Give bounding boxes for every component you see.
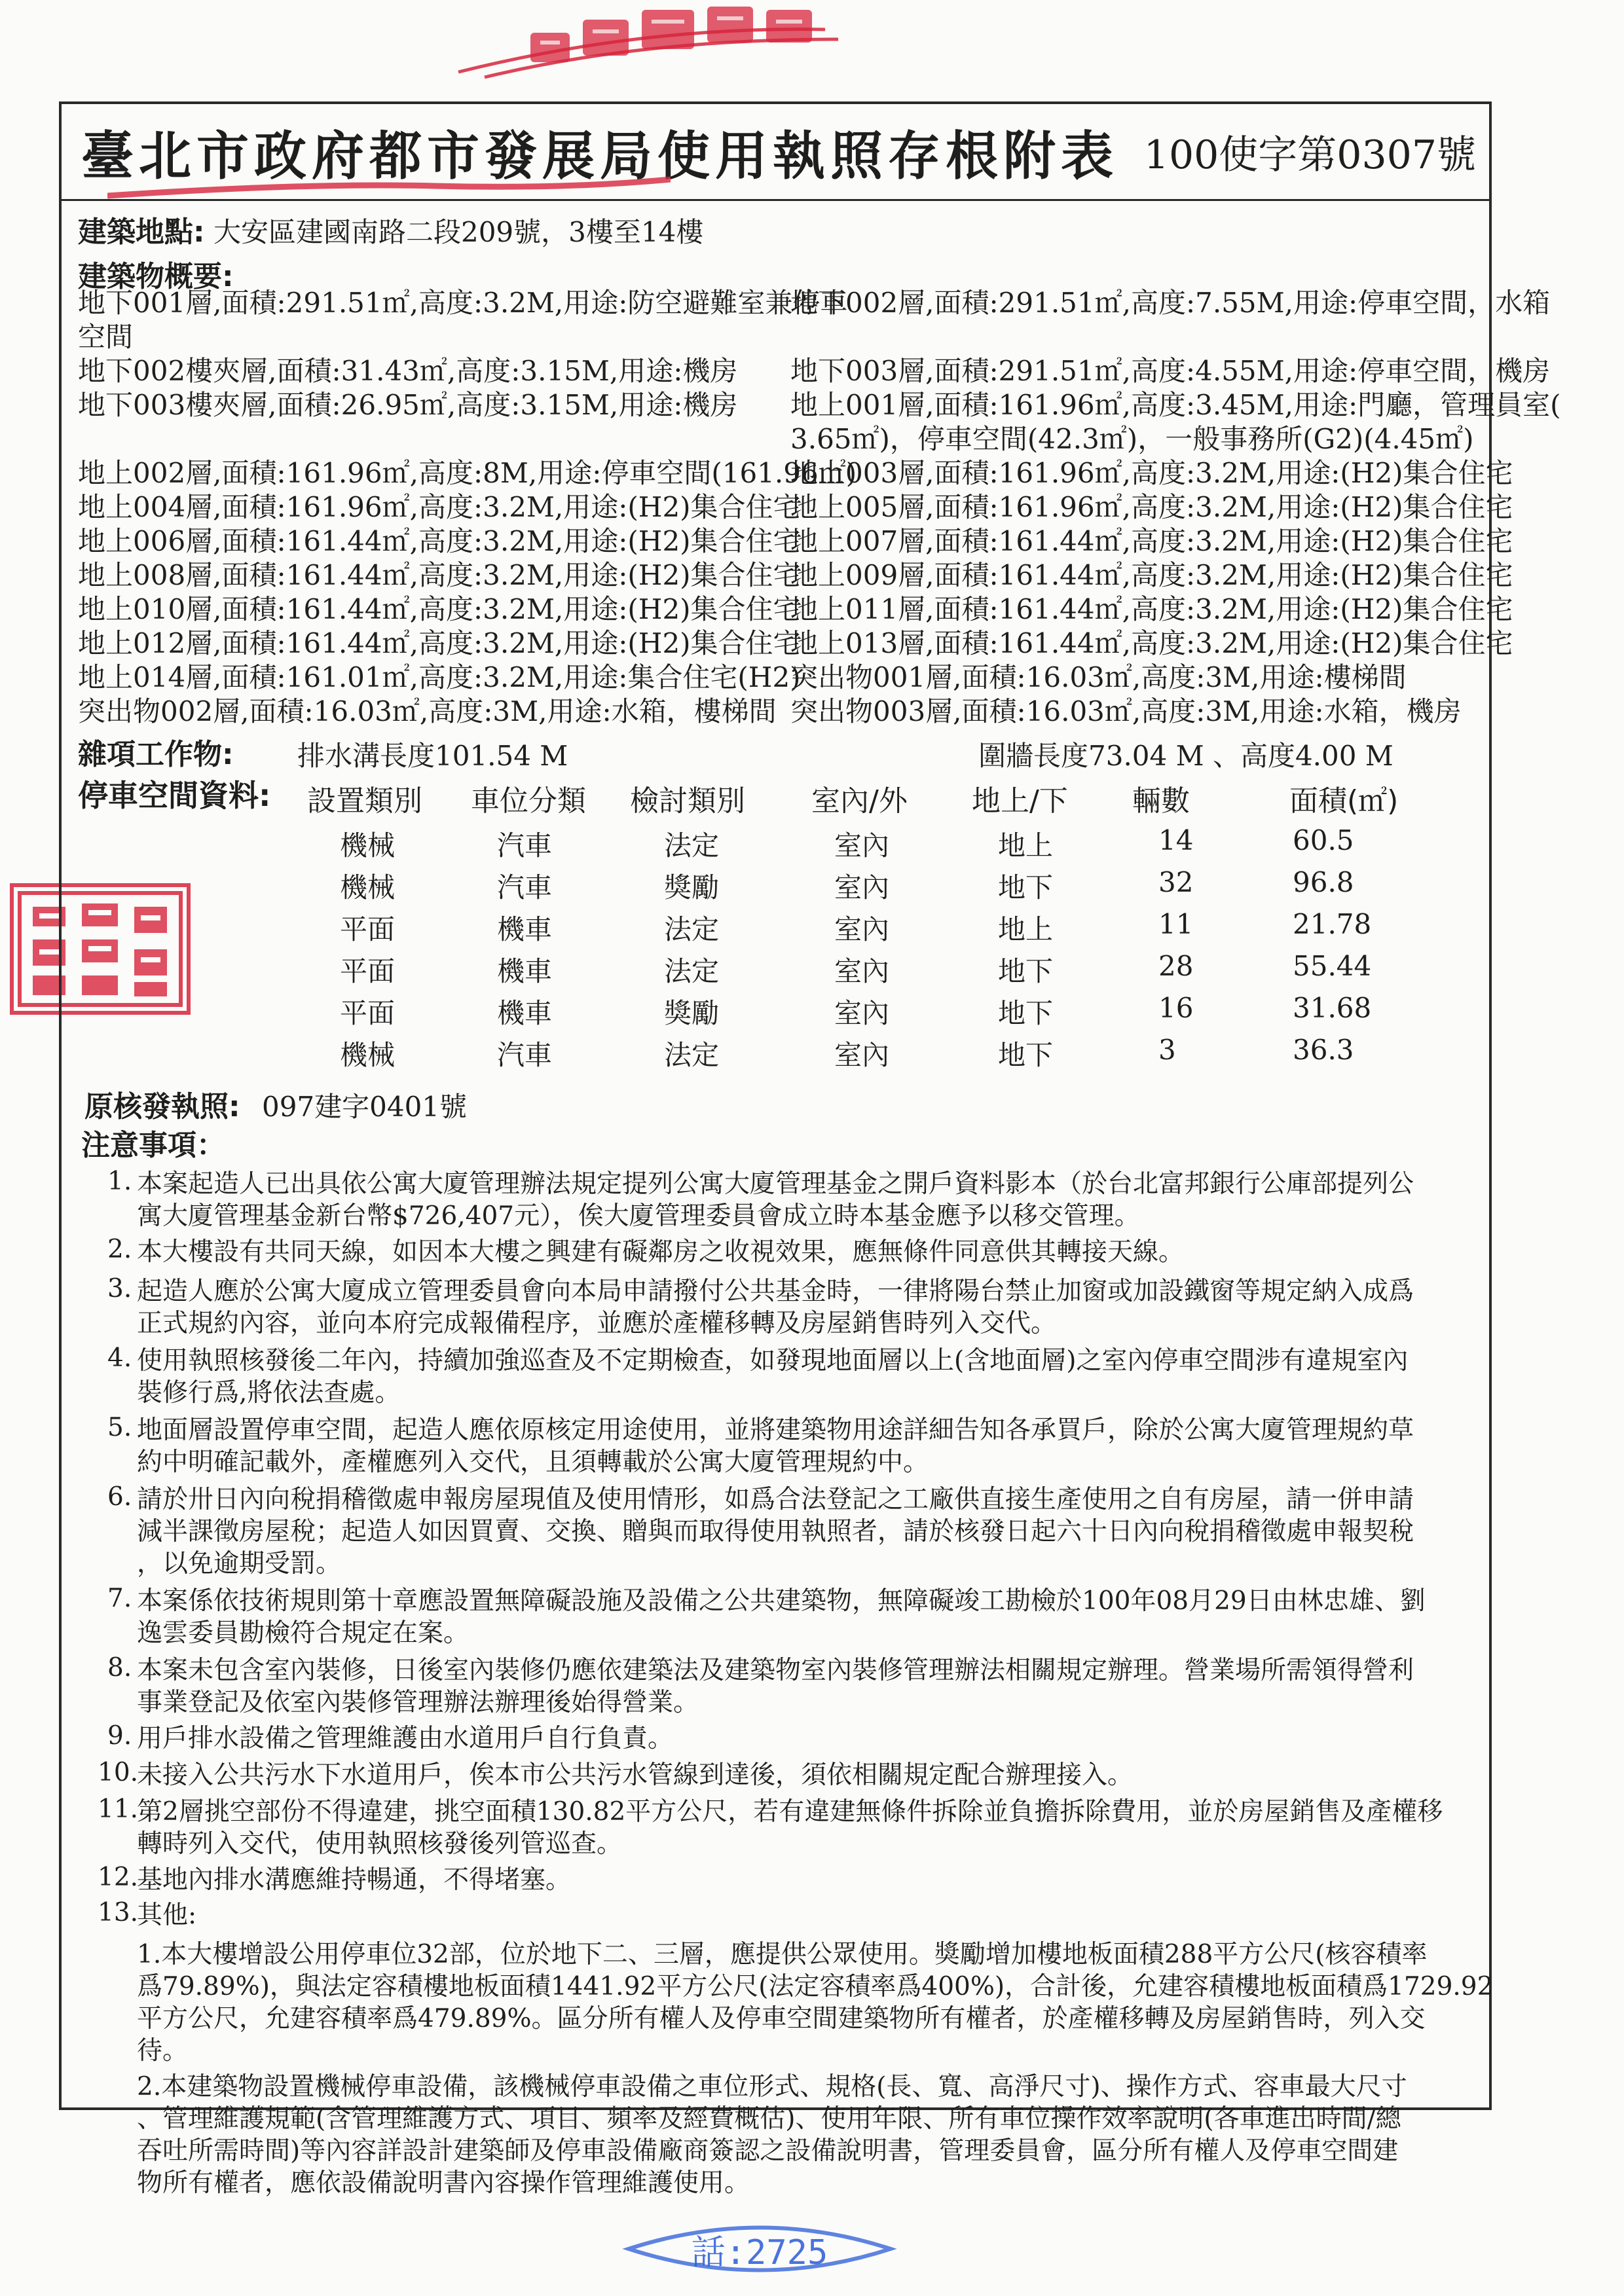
bottom-blue-stamp bbox=[616, 2213, 904, 2285]
note-number: 5. bbox=[107, 1413, 132, 1442]
note-line: 逸雲委員勘檢符合規定在案。 bbox=[137, 1618, 470, 1648]
parking-cell: 法定 bbox=[664, 1039, 720, 1071]
note-line: 其他: bbox=[137, 1901, 197, 1930]
parking-cell: 室內 bbox=[834, 871, 890, 903]
overview-line: 地上013層,面積:161.44㎡,高度:3.2M,用途:(H2)集合住宅 bbox=[790, 627, 1513, 659]
sub-note-line: 1.本大樓增設公用停車位32部，位於地下二、三層，應提供公眾使用。獎勵增加樓地板面積288平方公尺(核容積率 bbox=[137, 1940, 1428, 1969]
parking-cell: 法定 bbox=[664, 955, 720, 987]
parking-cell: 機械 bbox=[340, 829, 396, 862]
form-header bbox=[62, 104, 1489, 201]
site-label: 建築地點: bbox=[78, 215, 205, 249]
note-line: 裝修行爲,將依法查處。 bbox=[137, 1378, 401, 1408]
overview-line: 地上001層,面積:161.96㎡,高度:3.45M,用途:門廳，管理員室( bbox=[790, 389, 1561, 421]
overview-line: 地上006層,面積:161.44㎡,高度:3.2M,用途:(H2)集合住宅 bbox=[78, 525, 801, 557]
parking-cell: 平面 bbox=[340, 997, 396, 1029]
overview-line: 地上005層,面積:161.96㎡,高度:3.2M,用途:(H2)集合住宅 bbox=[790, 491, 1513, 523]
original-permit-value: 097建字0401號 bbox=[261, 1091, 468, 1123]
parking-header: 車位分類 bbox=[471, 784, 586, 818]
parking-header: 輛數 bbox=[1132, 784, 1190, 818]
note-line: 本案未包含室內裝修，日後室內裝修仍應依建築法及建築物室內裝修管理辦法相關規定辦理。營業場所需領得營利 bbox=[137, 1656, 1414, 1685]
overview-label: 建築物概要: bbox=[78, 260, 234, 293]
parking-cell: 機車 bbox=[497, 913, 553, 945]
overview-line: 地上009層,面積:161.44㎡,高度:3.2M,用途:(H2)集合住宅 bbox=[790, 559, 1513, 591]
note-number: 11. bbox=[98, 1795, 139, 1824]
parking-cell: 汽車 bbox=[497, 829, 553, 862]
site-row bbox=[78, 215, 703, 249]
note-number: 3. bbox=[107, 1274, 132, 1303]
overview-line: 地上012層,面積:161.44㎡,高度:3.2M,用途:(H2)集合住宅 bbox=[78, 627, 801, 659]
note-number: 10. bbox=[98, 1758, 139, 1787]
form-title: 臺北市政府都市發展局使用執照存根附表 bbox=[81, 125, 1118, 187]
overview-line: 地上007層,面積:161.44㎡,高度:3.2M,用途:(H2)集合住宅 bbox=[790, 525, 1513, 557]
parking-cell: 60.5 bbox=[1293, 824, 1354, 856]
parking-cell: 獎勵 bbox=[664, 871, 720, 903]
parking-header: 室內/外 bbox=[811, 784, 908, 818]
parking-cell: 3 bbox=[1158, 1034, 1176, 1066]
parking-cell: 平面 bbox=[340, 955, 396, 987]
parking-cell: 地下 bbox=[998, 997, 1054, 1029]
parking-header: 地上/下 bbox=[972, 784, 1068, 818]
note-number: 6. bbox=[107, 1482, 132, 1512]
note-number: 4. bbox=[107, 1343, 132, 1373]
parking-cell: 汽車 bbox=[497, 871, 553, 903]
note-line: 使用執照核發後二年內，持續加強巡查及不定期檢查，如發現地面層以上(含地面層)之室內停車空間涉有違規室內 bbox=[137, 1346, 1409, 1376]
parking-cell: 14 bbox=[1158, 824, 1194, 856]
parking-cell: 室內 bbox=[834, 955, 890, 987]
note-line: 地面層設置停車空間，起造人應依原核定用途使用，並將建築物用途詳細告知各承買戶，除於公寓大廈管理規約草 bbox=[137, 1415, 1414, 1445]
overview-line: 突出物003層,面積:16.03㎡,高度:3M,用途:水箱，機房 bbox=[790, 695, 1462, 727]
overview-line: 3.65㎡)，停車空間(42.3㎡)，一般事務所(G2)(4.45㎡) bbox=[790, 423, 1474, 455]
parking-cell: 28 bbox=[1158, 950, 1194, 982]
overview-line: 地上002層,面積:161.96㎡,高度:8M,用途:停車空間(161.96㎡) bbox=[78, 457, 857, 489]
misc-label: 雜項工作物: bbox=[78, 738, 234, 771]
note-line: 本案係依技術規則第十章應設置無障礙設施及設備之公共建築物，無障礙竣工勘檢於100年08月29日由林忠雄、劉 bbox=[137, 1586, 1426, 1616]
parking-header: 檢討類別 bbox=[630, 784, 745, 818]
parking-header: 面積(㎡) bbox=[1289, 784, 1399, 818]
parking-cell: 地下 bbox=[998, 1039, 1054, 1071]
overview-line: 地上004層,面積:161.96㎡,高度:3.2M,用途:(H2)集合住宅 bbox=[78, 491, 801, 523]
parking-cell: 獎勵 bbox=[664, 997, 720, 1029]
parking-cell: 室內 bbox=[834, 913, 890, 945]
overview-line: 地上011層,面積:161.44㎡,高度:3.2M,用途:(H2)集合住宅 bbox=[790, 593, 1513, 625]
note-line: 第2層挑空部份不得違建，挑空面積130.82平方公尺，若有違建無條件拆除並負擔拆除費用，並於房屋銷售及產權移 bbox=[137, 1797, 1443, 1827]
sub-note-line: 物所有權者，應依設備說明書內容操作管理維護使用。 bbox=[137, 2168, 750, 2198]
parking-cell: 11 bbox=[1158, 908, 1194, 940]
bottom-stamp-text: 話:2725 bbox=[691, 2233, 828, 2272]
note-line: 請於卅日內向稅捐稽徵處申報房屋現值及使用情形，如爲合法登記之工廠供直接生產使用之自有房屋，請一併申請 bbox=[137, 1485, 1414, 1514]
sub-note-line: 吞吐所需時間)等內容詳設計建築師及停車設備廠商簽認之設備說明書，管理委員會，區分所有權人及停車空間建 bbox=[137, 2136, 1399, 2166]
overview-line: 地上010層,面積:161.44㎡,高度:3.2M,用途:(H2)集合住宅 bbox=[78, 593, 801, 625]
note-line: 正式規約內容，並向本府完成報備程序，並應於產權移轉及房屋銷售時列入交代。 bbox=[137, 1309, 1057, 1338]
overview-line: 地下001層,面積:291.51㎡,高度:3.2M,用途:防空避難室兼停車 bbox=[78, 287, 848, 319]
overview-line: 突出物001層,面積:16.03㎡,高度:3M,用途:樓梯間 bbox=[790, 661, 1407, 693]
parking-label: 停車空間資料: bbox=[78, 778, 271, 813]
parking-cell: 36.3 bbox=[1293, 1034, 1354, 1066]
note-line: 本大樓設有共同天線，如因本大樓之興建有礙鄰房之收視效果，應無條件同意供其轉接天線。 bbox=[137, 1237, 1185, 1267]
parking-cell: 31.68 bbox=[1293, 992, 1372, 1024]
parking-cell: 機車 bbox=[497, 997, 553, 1029]
overview-line: 地下003層,面積:291.51㎡,高度:4.55M,用途:停車空間，機房 bbox=[790, 355, 1551, 387]
sub-note-line: 待。 bbox=[137, 2036, 189, 2066]
parking-cell: 地上 bbox=[998, 829, 1054, 862]
parking-cell: 機械 bbox=[340, 871, 396, 903]
note-number: 7. bbox=[107, 1584, 132, 1613]
note-number: 8. bbox=[107, 1653, 132, 1683]
parking-cell: 地下 bbox=[998, 871, 1054, 903]
parking-cell: 室內 bbox=[834, 997, 890, 1029]
original-permit-row bbox=[84, 1090, 467, 1124]
overview-line: 地下002樓夾層,面積:31.43㎡,高度:3.15M,用途:機房 bbox=[78, 355, 738, 387]
parking-cell: 55.44 bbox=[1293, 950, 1372, 982]
parking-cell: 16 bbox=[1158, 992, 1194, 1024]
site-value: 大安區建國南路二段209號，3樓至14樓 bbox=[213, 216, 704, 248]
note-number: 2. bbox=[107, 1235, 132, 1264]
parking-cell: 21.78 bbox=[1293, 908, 1372, 940]
parking-cell: 平面 bbox=[340, 913, 396, 945]
overview-line: 地上014層,面積:161.01㎡,高度:3.2M,用途:集合住宅(H2) bbox=[78, 661, 801, 693]
note-number: 9. bbox=[107, 1721, 132, 1751]
top-red-stamp bbox=[419, 0, 864, 92]
parking-cell: 汽車 bbox=[497, 1039, 553, 1071]
parking-cell: 地上 bbox=[998, 913, 1054, 945]
note-line: 基地內排水溝應維持暢通，不得堵塞。 bbox=[137, 1865, 572, 1895]
note-number: 1. bbox=[107, 1167, 132, 1196]
permit-number: 100使字第0307號 bbox=[1143, 132, 1476, 178]
parking-header: 設置類別 bbox=[307, 784, 422, 818]
original-permit-label: 原核發執照: bbox=[84, 1090, 240, 1123]
note-line: 未接入公共污水下水道用戶，俟本市公共污水管線到達後，須依相關規定配合辦理接入。 bbox=[137, 1760, 1134, 1790]
note-line: 轉時列入交代，使用執照核發後列管巡查。 bbox=[137, 1829, 623, 1859]
note-line: 事業登記及依室內裝修管理辦法辦理後始得營業。 bbox=[137, 1688, 699, 1717]
sub-note-line: 爲79.89%)，與法定容積樓地板面積1441.92平方公尺(法定容積率爲400%)，合計後，允建容積樓地板面積爲1729.92 bbox=[137, 1972, 1494, 2001]
note-line: 本案起造人已出具依公寓大廈管理辦法規定提列公寓大廈管理基金之開戶資料影本（於台北富邦銀行公庫部提列公 bbox=[137, 1169, 1414, 1199]
misc-drain: 排水溝長度101.54 M bbox=[297, 740, 568, 772]
sub-note-line: 2.本建築物設置機械停車設備，該機械停車設備之車位形式、規格(長、寬、高淨尺寸)、操作方式、容車最大尺寸 bbox=[137, 2072, 1407, 2102]
overview-line: 地上008層,面積:161.44㎡,高度:3.2M,用途:(H2)集合住宅 bbox=[78, 559, 801, 591]
sub-note-line: 平方公尺，允建容積率爲479.89%。區分所有權人及停車空間建築物所有權者，於產權移轉及房屋銷售時，列入交 bbox=[137, 2004, 1426, 2033]
note-line: ，以免逾期受罰。 bbox=[137, 1549, 342, 1578]
overview-line: 地上003層,面積:161.96㎡,高度:3.2M,用途:(H2)集合住宅 bbox=[790, 457, 1513, 489]
parking-cell: 法定 bbox=[664, 913, 720, 945]
overview-line: 地下002層,面積:291.51㎡,高度:7.55M,用途:停車空間，水箱 bbox=[790, 287, 1551, 319]
note-number: 13. bbox=[98, 1898, 139, 1927]
note-number: 12. bbox=[98, 1863, 139, 1892]
parking-cell: 32 bbox=[1158, 866, 1194, 898]
note-line: 寓大廈管理基金新台幣$726,407元），俟大廈管理委員會成立時本基金應予以移交管理。 bbox=[137, 1201, 1140, 1231]
overview-line: 突出物002層,面積:16.03㎡,高度:3M,用途:水箱，樓梯間 bbox=[78, 695, 777, 727]
note-line: 約中明確記載外，產權應列入交代，且須轉載於公寓大廈管理規約中。 bbox=[137, 1448, 929, 1477]
note-line: 用戶排水設備之管理維護由水道用戶自行負責。 bbox=[137, 1724, 674, 1753]
overview-line: 空間 bbox=[78, 321, 134, 353]
misc-row bbox=[78, 738, 234, 772]
parking-cell: 室內 bbox=[834, 1039, 890, 1071]
parking-cell: 96.8 bbox=[1293, 866, 1354, 898]
note-line: 減半課徵房屋稅；起造人如因買賣、交換、贈與而取得使用執照者，請於核發日起六十日內向稅捐稽徵處申報契稅 bbox=[137, 1517, 1414, 1546]
misc-wall: 圍牆長度73.04 M 、高度4.00 M bbox=[978, 740, 1393, 772]
parking-cell: 法定 bbox=[664, 829, 720, 862]
parking-cell: 機車 bbox=[497, 955, 553, 987]
note-line: 起造人應於公寓大廈成立管理委員會向本局申請撥付公共基金時，一律將陽台禁止加窗或加設鐵窗等規定納入成爲 bbox=[137, 1277, 1414, 1306]
permit-attachment-form bbox=[59, 101, 1561, 2198]
parking-cell: 地下 bbox=[998, 955, 1054, 987]
overview-line: 地下003樓夾層,面積:26.95㎡,高度:3.15M,用途:機房 bbox=[78, 389, 738, 421]
notes-label: 注意事項： bbox=[81, 1129, 225, 1162]
sub-note-line: 、管理維護規範(含管理維護方式、項目、頻率及經費概估)、使用年限、所有車位操作效率說明(各車進出時間/總 bbox=[137, 2104, 1401, 2134]
parking-cell: 機械 bbox=[340, 1039, 396, 1071]
red-underline-mark bbox=[107, 170, 671, 209]
parking-cell: 室內 bbox=[834, 829, 890, 862]
